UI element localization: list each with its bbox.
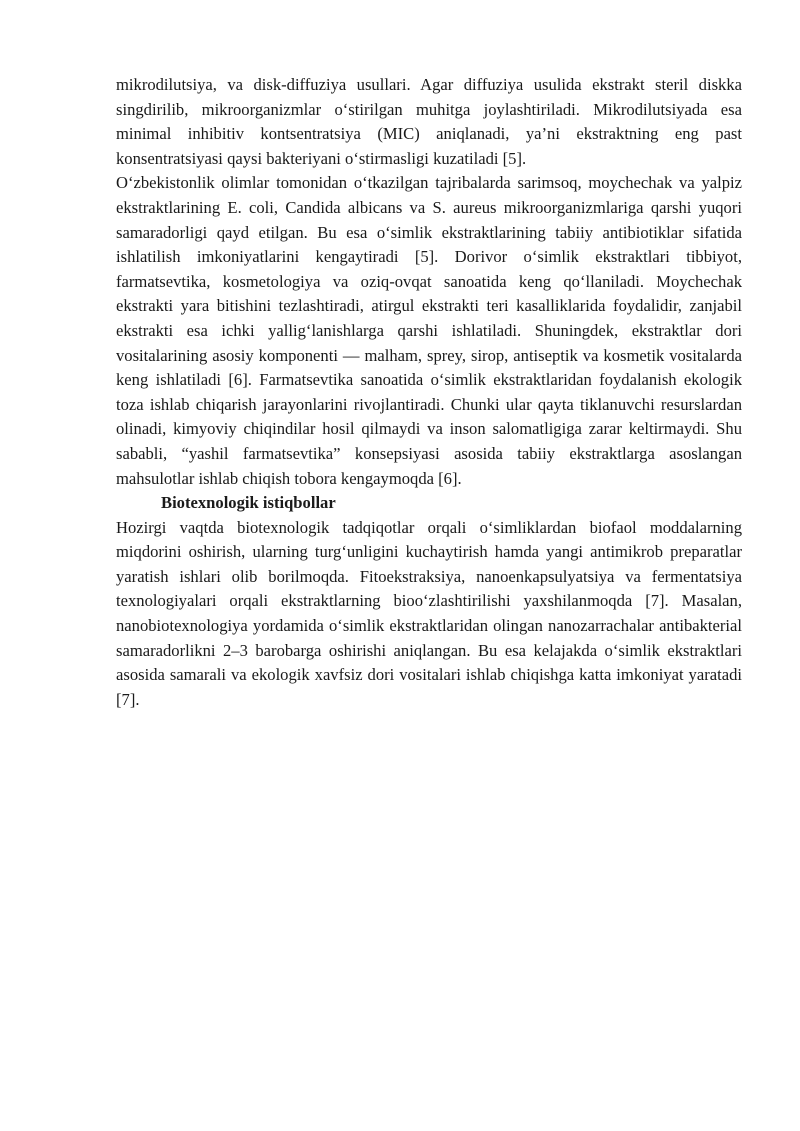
- paragraph-biotech: Hozirgi vaqtda biotexnologik tadqiqotlar orqali o‘simliklardan biofaol moddalarning miqdorini oshirish, ularning turg‘unligini kuchaytirish hamda yangi antimikrob preparatlar yaratish ishlari olib borilmoqda. Fitoekstraksiya, nanoenkapsulyatsiya va fermentatsiya texnologiyalari orqali ekstraktlarning bioo‘zlashtirilishi yaxshilanmoqda [7]. Masalan, nanobiotexnologiya yordamida o‘simlik ekstraktlaridan olingan nanozarrachalar antibakterial samaradorlikni 2–3 barobarga oshirishi aniqlangan. Bu esa kelajakda o‘simlik ekstraktlari asosida samarali va ekologik xavfsiz dori vositalari ishlab chiqishga katta imkoniyat yaratadi [7].: [116, 517, 742, 709]
- document-page: [116, 73, 742, 712]
- paragraph-methods: mikrodilutsiya, va disk-diffuziya usullari. Agar diffuziya usulida ekstrakt steril diskka singdirilib, mikroorganizmlar o‘stirilgan muhitga joylashtiriladi. Mikrodilutsiyada esa minimal inhibitiv kontsentratsiya (MIC) aniqlanadi, ya’ni ekstraktning eng past konsentratsiyasi qaysi bakteriyani o‘stirmasligi kuzatiladi [5].: [116, 75, 742, 168]
- section-heading: Biotexnologik istiqbollar: [161, 493, 336, 513]
- paragraph-applications: O‘zbekistonlik olimlar tomonidan o‘tkazilgan tajribalarda sarimsoq, moychechak va yalpiz ekstraktlarining E. coli, Candida albicans va S. aureus mikroorganizmlariga qarshi yuqori samaradorligi qayd etilgan. Bu esa o‘simlik ekstraktlarining tabiiy antibiotiklar sifatida ishlatilish imkoniyatlarini kengaytiradi [5]. Dorivor o‘simlik ekstraktlari tibbiyot, farmatsevtika, kosmetologiya va oziq-ovqat sanoatida keng qo‘llaniladi. Moychechak ekstrakti yara bitishini tezlashtiradi, atirgul ekstrakti teri kasalliklarida foydalidir, zanjabil ekstrakti esa ichki yallig‘lanishlarga qarshi ishlatiladi. Shuningdek, ekstraktlar dori vositalarining asosiy komponenti — malham, sprey, sirop, antiseptik va kosmetik vositalarda keng ishlatiladi [6]. Farmatsevtika sanoatida o‘simlik ekstraktlaridan foydalanish ekologik toza ishlab chiqarish jarayonlarini rivojlantiradi. Chunki ular qayta tiklanuvchi resurslardan olinadi, kimyoviy chiqindilar hosil qilmaydi va inson salomatligiga zarar keltirmaydi. Shu sababli, “yashil farmatsevtika” konsepsiyasi asosida tabiiy ekstraktlarga asoslangan mahsulotlar ishlab chiqish tobora kengaymoqda [6].: [116, 173, 742, 488]
